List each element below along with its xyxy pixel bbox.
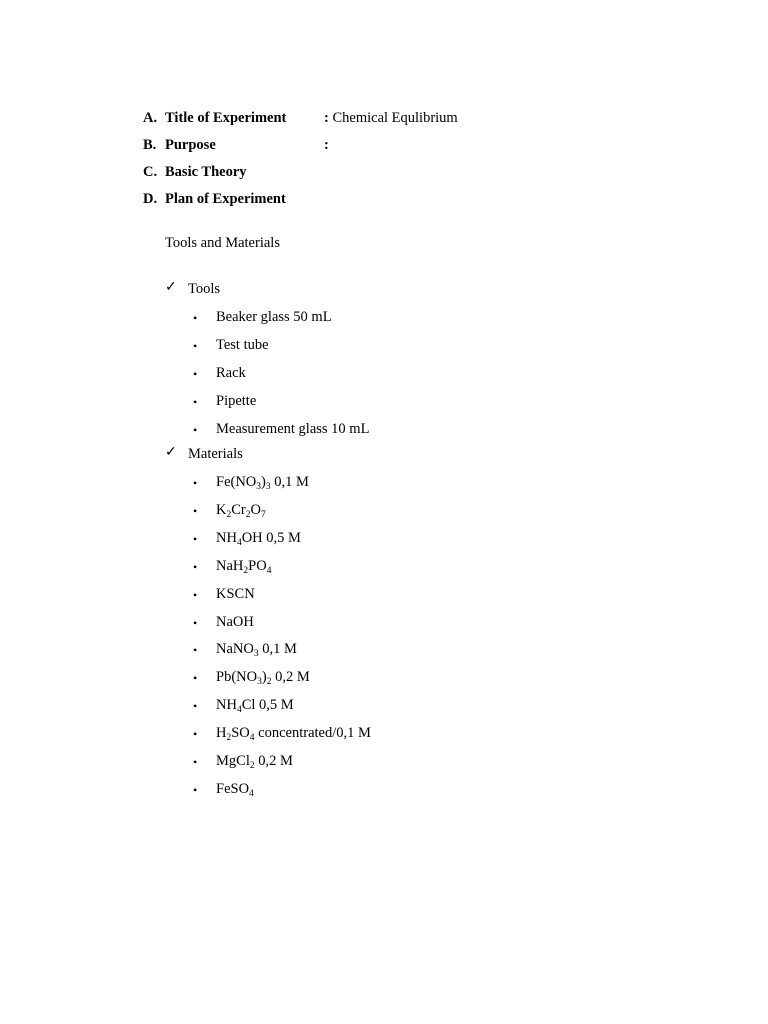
tool-item: Test tube [216,337,269,353]
material-item: NaOH [216,613,254,630]
material-item: $NaH_2PO_4$ [216,557,272,576]
section-a-letter: A. [143,110,158,126]
section-b-heading: Purpose [165,137,216,153]
checkmark-icon: ✓ [165,280,177,295]
bullet-icon: • [193,615,198,630]
section-d-letter: D. [143,191,158,207]
bullet-icon: • [193,476,198,490]
section-a-heading: Title of Experiment [165,110,287,126]
tool-item: Beaker glass 50 mL [216,309,332,325]
material-item: FeSO$_4$ [216,780,254,799]
section-c-letter: C. [143,164,158,180]
bullet-icon: • [193,311,198,325]
section-a-colon-row [324,111,458,126]
material-item: $H_2SO_4$ concentrated/0,1 M [216,725,371,744]
section-b-letter: B. [143,137,157,153]
material-item: $K_2Cr_2O_7$ [216,501,266,520]
bullet-icon: • [193,423,198,437]
material-item: $NH_4OH$ 0,5 M [216,529,301,548]
bullet-icon: • [193,699,198,714]
bullet-icon: • [193,643,198,658]
bullet-icon: • [193,531,198,546]
material-item: KSCN [216,585,255,602]
tool-item: Measurement glass 10 mL [216,421,370,437]
bullet-icon: • [193,755,198,769]
experiment-title-value: Chemical Equlibrium [332,110,458,126]
material-item: $NH_4Cl$ 0,5 M [216,697,294,716]
section-d-heading: Plan of Experiment [165,191,286,207]
bullet-icon: • [193,367,198,381]
tool-item: Rack [216,365,246,381]
section-b-colon-row [324,138,329,153]
bullet-icon: • [193,727,198,742]
tool-item: Pipette [216,393,257,409]
materials-label: Materials [188,446,243,462]
material-item: $Pb(NO_3)_2$ 0,2 M [216,669,310,688]
material-item: MgCl$_2$ 0,2 M [216,753,293,771]
section-a-colon: : [324,110,329,126]
section-b-colon: : [324,137,329,153]
bullet-icon: • [193,559,198,574]
bullet-icon: • [193,587,198,602]
bullet-icon: • [193,503,198,518]
material-item: NaNO$_3$ 0,1 M [216,641,297,660]
bullet-icon: • [193,339,198,353]
checkmark-icon: ✓ [165,445,177,460]
bullet-icon: • [193,782,198,797]
bullet-icon: • [193,395,198,409]
section-c-heading: Basic Theory [165,164,247,180]
tools-and-materials-subheading: Tools and Materials [165,235,280,251]
bullet-icon: • [193,671,198,686]
tools-label: Tools [188,281,221,297]
material-item: $Fe(NO_3)_3$ 0,1 M [216,474,309,492]
